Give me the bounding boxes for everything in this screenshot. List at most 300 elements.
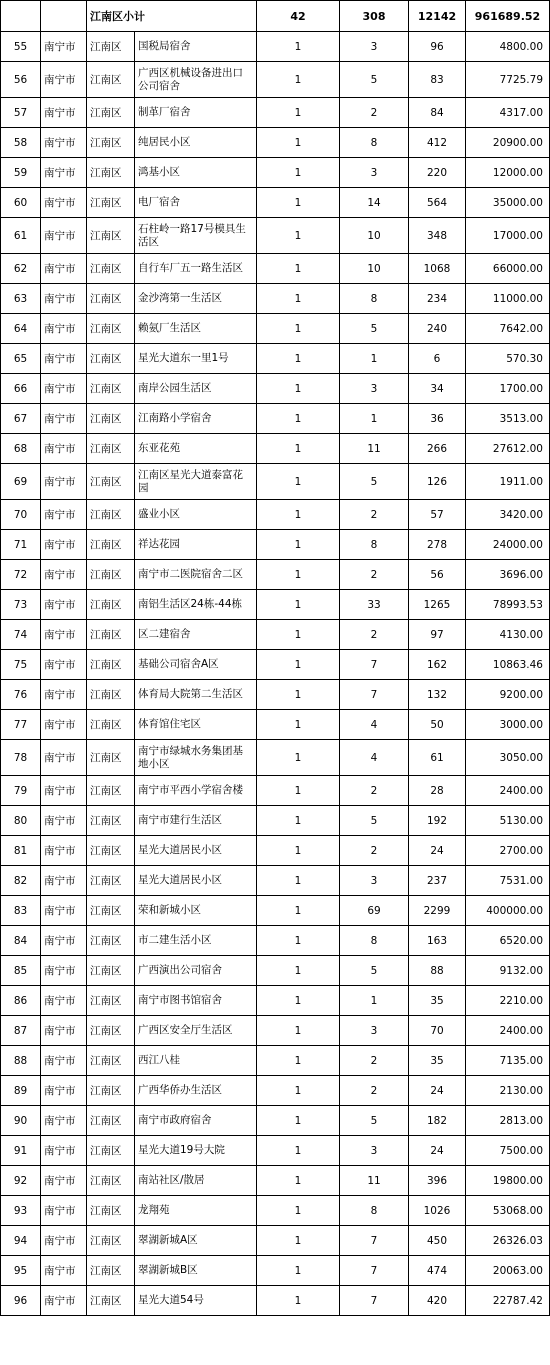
count2-cell: 2	[340, 560, 409, 590]
count1-cell: 1	[257, 98, 340, 128]
amount-cell: 3050.00	[466, 740, 550, 776]
subtotal-c3: 12142	[409, 1, 466, 32]
city-cell: 南宁市	[41, 254, 87, 284]
city-cell: 南宁市	[41, 986, 87, 1016]
count2-cell: 2	[340, 620, 409, 650]
count1-cell: 1	[257, 434, 340, 464]
count3-cell: 1265	[409, 590, 466, 620]
table-row	[1, 344, 550, 374]
city-cell: 南宁市	[41, 530, 87, 560]
community-name-cell: 广西区安全厅生活区	[135, 1016, 257, 1046]
row-number: 85	[1, 956, 41, 986]
count2-cell: 2	[340, 1046, 409, 1076]
count2-cell: 14	[340, 188, 409, 218]
district-cell: 江南区	[87, 434, 135, 464]
count1-cell: 1	[257, 560, 340, 590]
count3-cell: 97	[409, 620, 466, 650]
community-name-cell: 龙翔苑	[135, 1196, 257, 1226]
district-cell: 江南区	[87, 1136, 135, 1166]
count3-cell: 240	[409, 314, 466, 344]
table-row	[1, 836, 550, 866]
table-row	[1, 530, 550, 560]
table-row	[1, 620, 550, 650]
district-cell: 江南区	[87, 218, 135, 254]
subtotal-c1: 42	[257, 1, 340, 32]
city-cell: 南宁市	[41, 500, 87, 530]
count2-cell: 7	[340, 1286, 409, 1316]
count2-cell: 1	[340, 344, 409, 374]
community-name-cell: 江南路小学宿舍	[135, 404, 257, 434]
amount-cell: 7642.00	[466, 314, 550, 344]
count3-cell: 237	[409, 866, 466, 896]
count2-cell: 2	[340, 1076, 409, 1106]
table-row	[1, 926, 550, 956]
community-name-cell: 星光大道东一里1号	[135, 344, 257, 374]
row-number: 68	[1, 434, 41, 464]
count1-cell: 1	[257, 620, 340, 650]
city-cell: 南宁市	[41, 1046, 87, 1076]
city-cell: 南宁市	[41, 464, 87, 500]
community-name-cell: 南宁市政府宿舍	[135, 1106, 257, 1136]
table-row	[1, 434, 550, 464]
table-row	[1, 806, 550, 836]
amount-cell: 26326.03	[466, 1226, 550, 1256]
count2-cell: 1	[340, 986, 409, 1016]
row-number: 77	[1, 710, 41, 740]
city-cell: 南宁市	[41, 32, 87, 62]
district-cell: 江南区	[87, 1106, 135, 1136]
city-cell: 南宁市	[41, 1196, 87, 1226]
city-cell: 南宁市	[41, 590, 87, 620]
district-cell: 江南区	[87, 314, 135, 344]
table-row	[1, 1136, 550, 1166]
count1-cell: 1	[257, 1136, 340, 1166]
table-row	[1, 404, 550, 434]
district-cell: 江南区	[87, 1226, 135, 1256]
table-row	[1, 158, 550, 188]
amount-cell: 2400.00	[466, 1016, 550, 1046]
count2-cell: 10	[340, 254, 409, 284]
row-number: 69	[1, 464, 41, 500]
community-name-cell: 南站社区/散居	[135, 1166, 257, 1196]
count3-cell: 84	[409, 98, 466, 128]
row-number: 80	[1, 806, 41, 836]
community-name-cell: 星光大道19号大院	[135, 1136, 257, 1166]
table-row	[1, 62, 550, 98]
count3-cell: 220	[409, 158, 466, 188]
amount-cell: 20900.00	[466, 128, 550, 158]
count1-cell: 1	[257, 776, 340, 806]
amount-cell: 27612.00	[466, 434, 550, 464]
count3-cell: 266	[409, 434, 466, 464]
row-number: 92	[1, 1166, 41, 1196]
community-name-cell: 南岸公园生活区	[135, 374, 257, 404]
count2-cell: 3	[340, 32, 409, 62]
row-number: 73	[1, 590, 41, 620]
row-number: 56	[1, 62, 41, 98]
amount-cell: 20063.00	[466, 1256, 550, 1286]
amount-cell: 9132.00	[466, 956, 550, 986]
count2-cell: 2	[340, 836, 409, 866]
table-row	[1, 1046, 550, 1076]
district-cell: 江南区	[87, 986, 135, 1016]
table-row	[1, 560, 550, 590]
city-cell: 南宁市	[41, 1286, 87, 1316]
community-name-cell: 西江八桂	[135, 1046, 257, 1076]
amount-cell: 19800.00	[466, 1166, 550, 1196]
amount-cell: 53068.00	[466, 1196, 550, 1226]
amount-cell: 11000.00	[466, 284, 550, 314]
count3-cell: 57	[409, 500, 466, 530]
count1-cell: 1	[257, 806, 340, 836]
amount-cell: 3696.00	[466, 560, 550, 590]
district-cell: 江南区	[87, 1196, 135, 1226]
amount-cell: 4130.00	[466, 620, 550, 650]
city-cell: 南宁市	[41, 926, 87, 956]
count2-cell: 2	[340, 500, 409, 530]
count2-cell: 4	[340, 710, 409, 740]
count2-cell: 2	[340, 98, 409, 128]
count2-cell: 8	[340, 1196, 409, 1226]
community-name-cell: 广西华侨办生活区	[135, 1076, 257, 1106]
table-row	[1, 866, 550, 896]
amount-cell: 7531.00	[466, 866, 550, 896]
count1-cell: 1	[257, 188, 340, 218]
count1-cell: 1	[257, 404, 340, 434]
table-row	[1, 776, 550, 806]
count2-cell: 7	[340, 680, 409, 710]
table-row	[1, 464, 550, 500]
count1-cell: 1	[257, 956, 340, 986]
subtotal-row	[1, 1, 550, 32]
count3-cell: 396	[409, 1166, 466, 1196]
count1-cell: 1	[257, 62, 340, 98]
amount-cell: 6520.00	[466, 926, 550, 956]
community-name-cell: 南宁市平西小学宿舍楼	[135, 776, 257, 806]
city-cell: 南宁市	[41, 434, 87, 464]
amount-cell: 24000.00	[466, 530, 550, 560]
count3-cell: 34	[409, 374, 466, 404]
table-row	[1, 1016, 550, 1046]
count2-cell: 8	[340, 530, 409, 560]
count2-cell: 3	[340, 374, 409, 404]
amount-cell: 1700.00	[466, 374, 550, 404]
count1-cell: 1	[257, 710, 340, 740]
district-cell: 江南区	[87, 404, 135, 434]
count1-cell: 1	[257, 500, 340, 530]
count1-cell: 1	[257, 590, 340, 620]
count3-cell: 88	[409, 956, 466, 986]
count3-cell: 278	[409, 530, 466, 560]
city-cell: 南宁市	[41, 866, 87, 896]
count2-cell: 11	[340, 434, 409, 464]
community-name-cell: 南宁市绿城水务集团基地小区	[135, 740, 257, 776]
count3-cell: 132	[409, 680, 466, 710]
count1-cell: 1	[257, 926, 340, 956]
count2-cell: 3	[340, 866, 409, 896]
district-cell: 江南区	[87, 776, 135, 806]
count1-cell: 1	[257, 1046, 340, 1076]
table-row	[1, 218, 550, 254]
count3-cell: 162	[409, 650, 466, 680]
community-name-cell: 区二建宿舍	[135, 620, 257, 650]
count3-cell: 1068	[409, 254, 466, 284]
district-cell: 江南区	[87, 896, 135, 926]
count1-cell: 1	[257, 1226, 340, 1256]
row-number: 79	[1, 776, 41, 806]
amount-cell: 1911.00	[466, 464, 550, 500]
count3-cell: 24	[409, 1076, 466, 1106]
count3-cell: 35	[409, 986, 466, 1016]
amount-cell: 570.30	[466, 344, 550, 374]
city-cell: 南宁市	[41, 680, 87, 710]
city-cell: 南宁市	[41, 620, 87, 650]
city-cell: 南宁市	[41, 710, 87, 740]
amount-cell: 78993.53	[466, 590, 550, 620]
count1-cell: 1	[257, 314, 340, 344]
count2-cell: 8	[340, 926, 409, 956]
count3-cell: 96	[409, 32, 466, 62]
amount-cell: 2700.00	[466, 836, 550, 866]
district-cell: 江南区	[87, 590, 135, 620]
city-cell: 南宁市	[41, 128, 87, 158]
amount-cell: 5130.00	[466, 806, 550, 836]
row-number: 59	[1, 158, 41, 188]
row-number: 93	[1, 1196, 41, 1226]
community-name-cell: 制革厂宿舍	[135, 98, 257, 128]
district-cell: 江南区	[87, 98, 135, 128]
count2-cell: 33	[340, 590, 409, 620]
count1-cell: 1	[257, 344, 340, 374]
count1-cell: 1	[257, 1076, 340, 1106]
community-name-cell: 广西演出公司宿舍	[135, 956, 257, 986]
amount-cell: 66000.00	[466, 254, 550, 284]
city-cell: 南宁市	[41, 956, 87, 986]
count3-cell: 24	[409, 836, 466, 866]
count3-cell: 412	[409, 128, 466, 158]
subtotal-c2: 308	[340, 1, 409, 32]
community-name-cell: 翠湖新城A区	[135, 1226, 257, 1256]
community-name-cell: 星光大道居民小区	[135, 866, 257, 896]
community-name-cell: 市二建生活小区	[135, 926, 257, 956]
row-number: 70	[1, 500, 41, 530]
community-name-cell: 南宁市建行生活区	[135, 806, 257, 836]
count2-cell: 7	[340, 1256, 409, 1286]
amount-cell: 4800.00	[466, 32, 550, 62]
table-row	[1, 98, 550, 128]
table-row	[1, 188, 550, 218]
community-name-cell: 金沙湾第一生活区	[135, 284, 257, 314]
count1-cell: 1	[257, 680, 340, 710]
amount-cell: 12000.00	[466, 158, 550, 188]
count3-cell: 192	[409, 806, 466, 836]
community-name-cell: 赖氨厂生活区	[135, 314, 257, 344]
row-number: 78	[1, 740, 41, 776]
count2-cell: 8	[340, 128, 409, 158]
count1-cell: 1	[257, 218, 340, 254]
community-name-cell: 电厂宿舍	[135, 188, 257, 218]
city-cell: 南宁市	[41, 1166, 87, 1196]
count3-cell: 83	[409, 62, 466, 98]
table-row	[1, 1196, 550, 1226]
row-number: 74	[1, 620, 41, 650]
district-cell: 江南区	[87, 1286, 135, 1316]
count1-cell: 1	[257, 986, 340, 1016]
amount-cell: 7725.79	[466, 62, 550, 98]
table-row	[1, 128, 550, 158]
count2-cell: 5	[340, 1106, 409, 1136]
city-cell: 南宁市	[41, 1226, 87, 1256]
amount-cell: 2130.00	[466, 1076, 550, 1106]
count3-cell: 182	[409, 1106, 466, 1136]
row-number: 91	[1, 1136, 41, 1166]
city-cell: 南宁市	[41, 806, 87, 836]
count2-cell: 5	[340, 62, 409, 98]
count1-cell: 1	[257, 650, 340, 680]
row-number: 62	[1, 254, 41, 284]
amount-cell: 35000.00	[466, 188, 550, 218]
row-number: 61	[1, 218, 41, 254]
row-number: 64	[1, 314, 41, 344]
row-number: 67	[1, 404, 41, 434]
count1-cell: 1	[257, 866, 340, 896]
count1-cell: 1	[257, 32, 340, 62]
city-cell: 南宁市	[41, 1136, 87, 1166]
city-cell: 南宁市	[41, 1016, 87, 1046]
count1-cell: 1	[257, 530, 340, 560]
city-cell: 南宁市	[41, 158, 87, 188]
count2-cell: 4	[340, 740, 409, 776]
table-row	[1, 32, 550, 62]
district-cell: 江南区	[87, 650, 135, 680]
count1-cell: 1	[257, 1106, 340, 1136]
count2-cell: 7	[340, 650, 409, 680]
community-name-cell: 荣和新城小区	[135, 896, 257, 926]
community-name-cell: 南宁市图书馆宿舍	[135, 986, 257, 1016]
row-number: 84	[1, 926, 41, 956]
table-row	[1, 680, 550, 710]
amount-cell: 2210.00	[466, 986, 550, 1016]
district-cell: 江南区	[87, 866, 135, 896]
district-cell: 江南区	[87, 128, 135, 158]
community-name-cell: 鸿基小区	[135, 158, 257, 188]
row-number: 87	[1, 1016, 41, 1046]
community-name-cell: 星光大道54号	[135, 1286, 257, 1316]
count2-cell: 8	[340, 284, 409, 314]
count3-cell: 24	[409, 1136, 466, 1166]
city-cell: 南宁市	[41, 560, 87, 590]
table-row	[1, 1106, 550, 1136]
count2-cell: 2	[340, 776, 409, 806]
district-cell: 江南区	[87, 836, 135, 866]
count3-cell: 474	[409, 1256, 466, 1286]
city-cell: 南宁市	[41, 740, 87, 776]
amount-cell: 4317.00	[466, 98, 550, 128]
row-number: 57	[1, 98, 41, 128]
table-row	[1, 1256, 550, 1286]
community-name-cell: 南铝生活区24栋-44栋	[135, 590, 257, 620]
district-cell: 江南区	[87, 62, 135, 98]
count2-cell: 3	[340, 1136, 409, 1166]
count1-cell: 1	[257, 464, 340, 500]
count3-cell: 70	[409, 1016, 466, 1046]
amount-cell: 17000.00	[466, 218, 550, 254]
city-cell: 南宁市	[41, 650, 87, 680]
city-cell: 南宁市	[41, 404, 87, 434]
count1-cell: 1	[257, 1166, 340, 1196]
table-row	[1, 1286, 550, 1316]
community-name-cell: 东亚花苑	[135, 434, 257, 464]
count2-cell: 5	[340, 464, 409, 500]
district-cell: 江南区	[87, 344, 135, 374]
table-row	[1, 740, 550, 776]
district-cell: 江南区	[87, 1046, 135, 1076]
count3-cell: 6	[409, 344, 466, 374]
city-cell: 南宁市	[41, 62, 87, 98]
city-cell: 南宁市	[41, 776, 87, 806]
count1-cell: 1	[257, 1256, 340, 1286]
row-number: 72	[1, 560, 41, 590]
count2-cell: 7	[340, 1226, 409, 1256]
community-name-cell: 自行车厂五一路生活区	[135, 254, 257, 284]
district-cell: 江南区	[87, 284, 135, 314]
district-cell: 江南区	[87, 32, 135, 62]
count2-cell: 11	[340, 1166, 409, 1196]
district-cell: 江南区	[87, 680, 135, 710]
community-name-cell: 纯居民小区	[135, 128, 257, 158]
amount-cell: 400000.00	[466, 896, 550, 926]
count2-cell: 3	[340, 158, 409, 188]
count3-cell: 163	[409, 926, 466, 956]
city-cell: 南宁市	[41, 374, 87, 404]
count1-cell: 1	[257, 158, 340, 188]
row-number: 94	[1, 1226, 41, 1256]
count1-cell: 1	[257, 1286, 340, 1316]
community-name-cell: 翠湖新城B区	[135, 1256, 257, 1286]
count2-cell: 69	[340, 896, 409, 926]
district-cell: 江南区	[87, 740, 135, 776]
amount-cell: 3420.00	[466, 500, 550, 530]
row-number: 88	[1, 1046, 41, 1076]
community-name-cell: 江南区星光大道泰富花园	[135, 464, 257, 500]
row-number: 66	[1, 374, 41, 404]
count3-cell: 61	[409, 740, 466, 776]
count2-cell: 5	[340, 956, 409, 986]
count3-cell: 36	[409, 404, 466, 434]
district-cell: 江南区	[87, 500, 135, 530]
count2-cell: 10	[340, 218, 409, 254]
row-number: 76	[1, 680, 41, 710]
city-cell: 南宁市	[41, 836, 87, 866]
district-cell: 江南区	[87, 1016, 135, 1046]
count1-cell: 1	[257, 1196, 340, 1226]
amount-cell: 22787.42	[466, 1286, 550, 1316]
count3-cell: 450	[409, 1226, 466, 1256]
district-cell: 江南区	[87, 188, 135, 218]
community-name-cell: 祥达花园	[135, 530, 257, 560]
amount-cell: 3000.00	[466, 710, 550, 740]
district-cell: 江南区	[87, 464, 135, 500]
count3-cell: 35	[409, 1046, 466, 1076]
city-cell: 南宁市	[41, 188, 87, 218]
district-cell: 江南区	[87, 620, 135, 650]
city-cell: 南宁市	[41, 896, 87, 926]
district-cell: 江南区	[87, 530, 135, 560]
city-cell: 南宁市	[41, 218, 87, 254]
city-cell: 南宁市	[41, 1076, 87, 1106]
count2-cell: 5	[340, 806, 409, 836]
row-number: 86	[1, 986, 41, 1016]
